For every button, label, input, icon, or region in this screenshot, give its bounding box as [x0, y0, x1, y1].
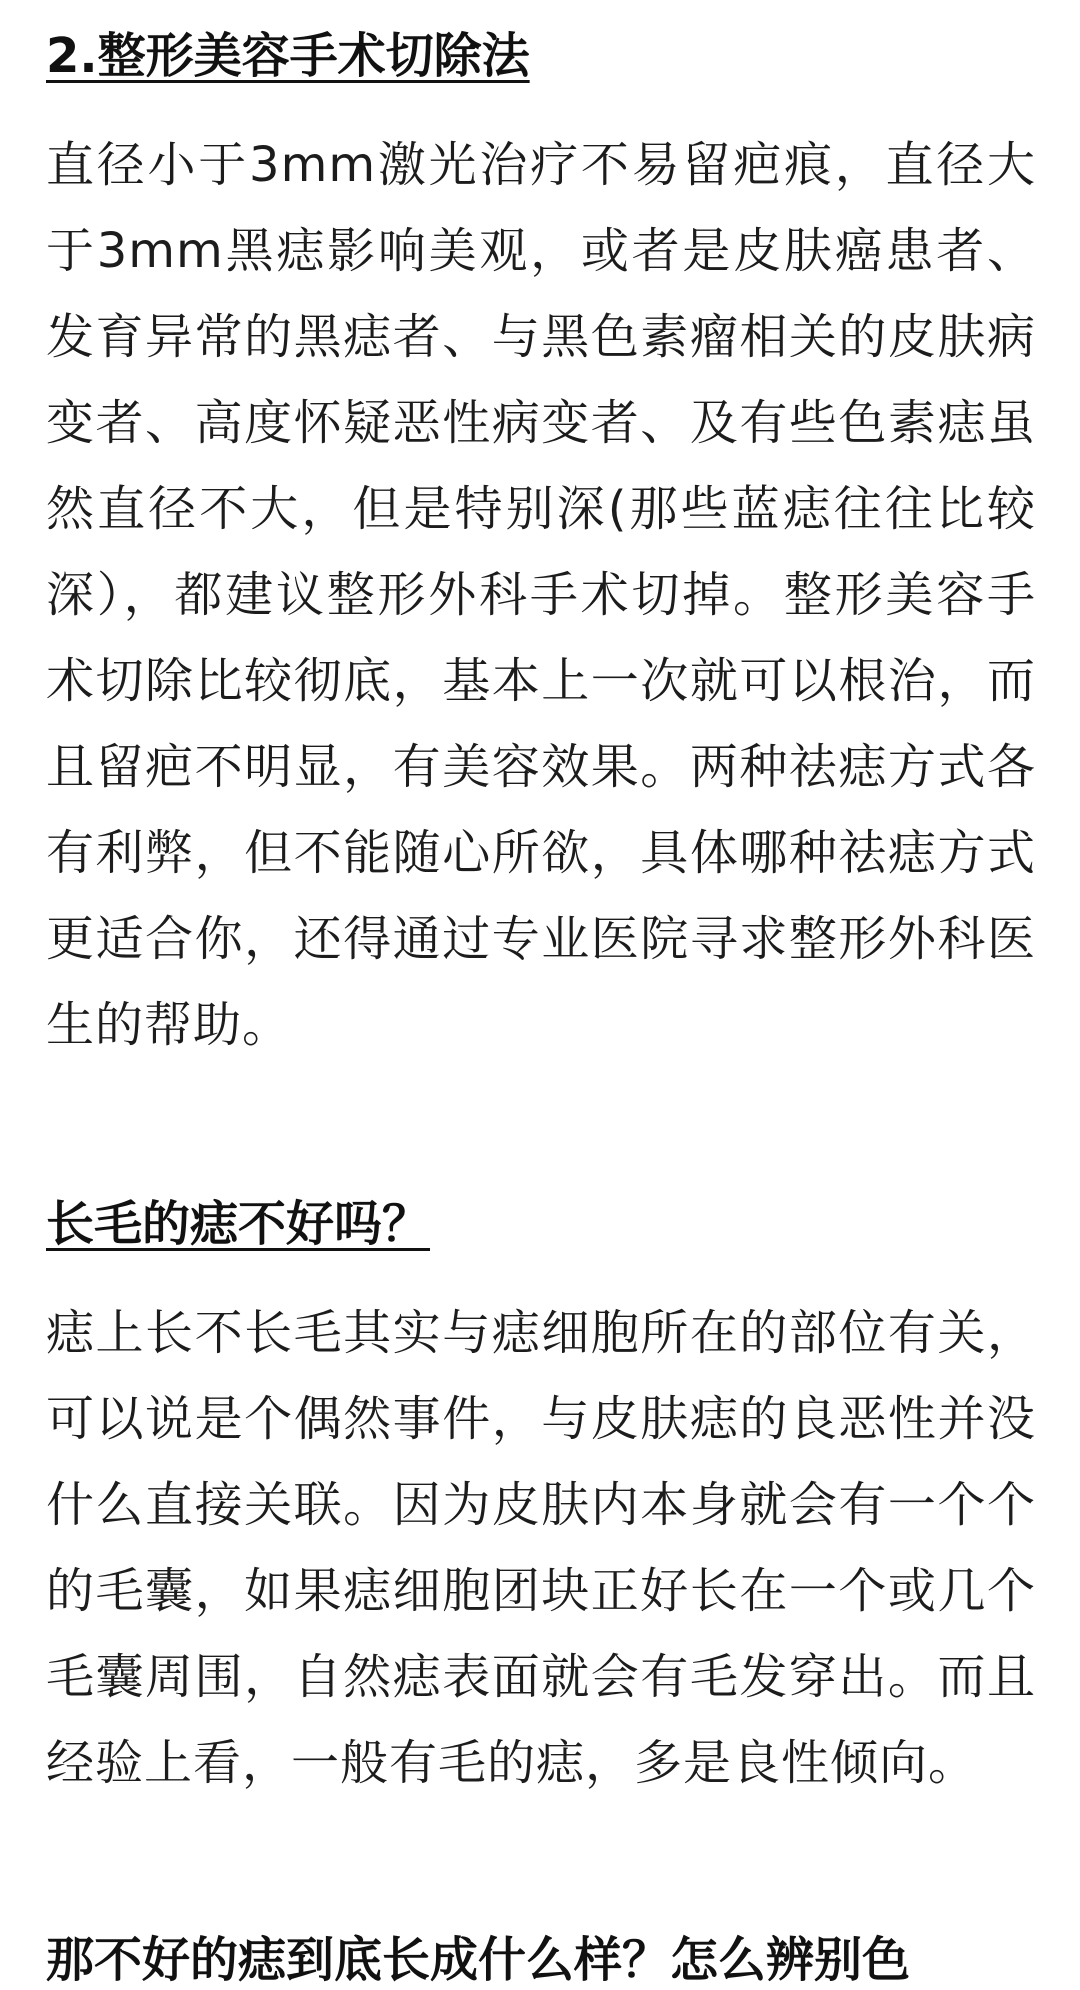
section-heading-bad-mole — [46, 1930, 1036, 1990]
section-heading-text: 2.整形美容手术切除法 — [46, 28, 530, 84]
section-heading-text: 长毛的痣不好吗？ — [46, 1196, 431, 1252]
section-paragraph-surgical-removal: 直径小于3mm激光治疗不易留疤痕，直径大于3mm黑痣影响美观，或者是皮肤癌患者、发育异常的黑痣者、与黑色素瘤相关的皮肤病变者、高度怀疑恶性病变者、及有些色素痣虽然直径不大，但是特别深(那些蓝痣往往比较深），都建议整形外科手术切掉。整形美容手术切除比较彻底，基本上一次就可以根治，而且留疤不明显，有美容效果。两种祛痣方式各有利弊，但不能随心所欲，具体哪种祛痣方式更适合你，还得通过专业医院寻求整形外科医生的帮助。 — [46, 137, 1036, 1053]
section-heading-hairy-mole — [46, 1194, 1036, 1254]
section-heading-text: 那不好的痣到底长成什么样？怎么辨别色 — [46, 1932, 911, 1988]
section-heading-surgical-removal — [46, 26, 1036, 86]
section-paragraph-hairy-mole: 痣上长不长毛其实与痣细胞所在的部位有关，可以说是个偶然事件，与皮肤痣的良恶性并没什么直接关联。因为皮肤内本身就会有一个个的毛囊，如果痣细胞团块正好长在一个或几个毛囊周围，自然痣表面就会有毛发穿出。而且经验上看，一般有毛的痣，多是良性倾向。 — [46, 1305, 1036, 1791]
